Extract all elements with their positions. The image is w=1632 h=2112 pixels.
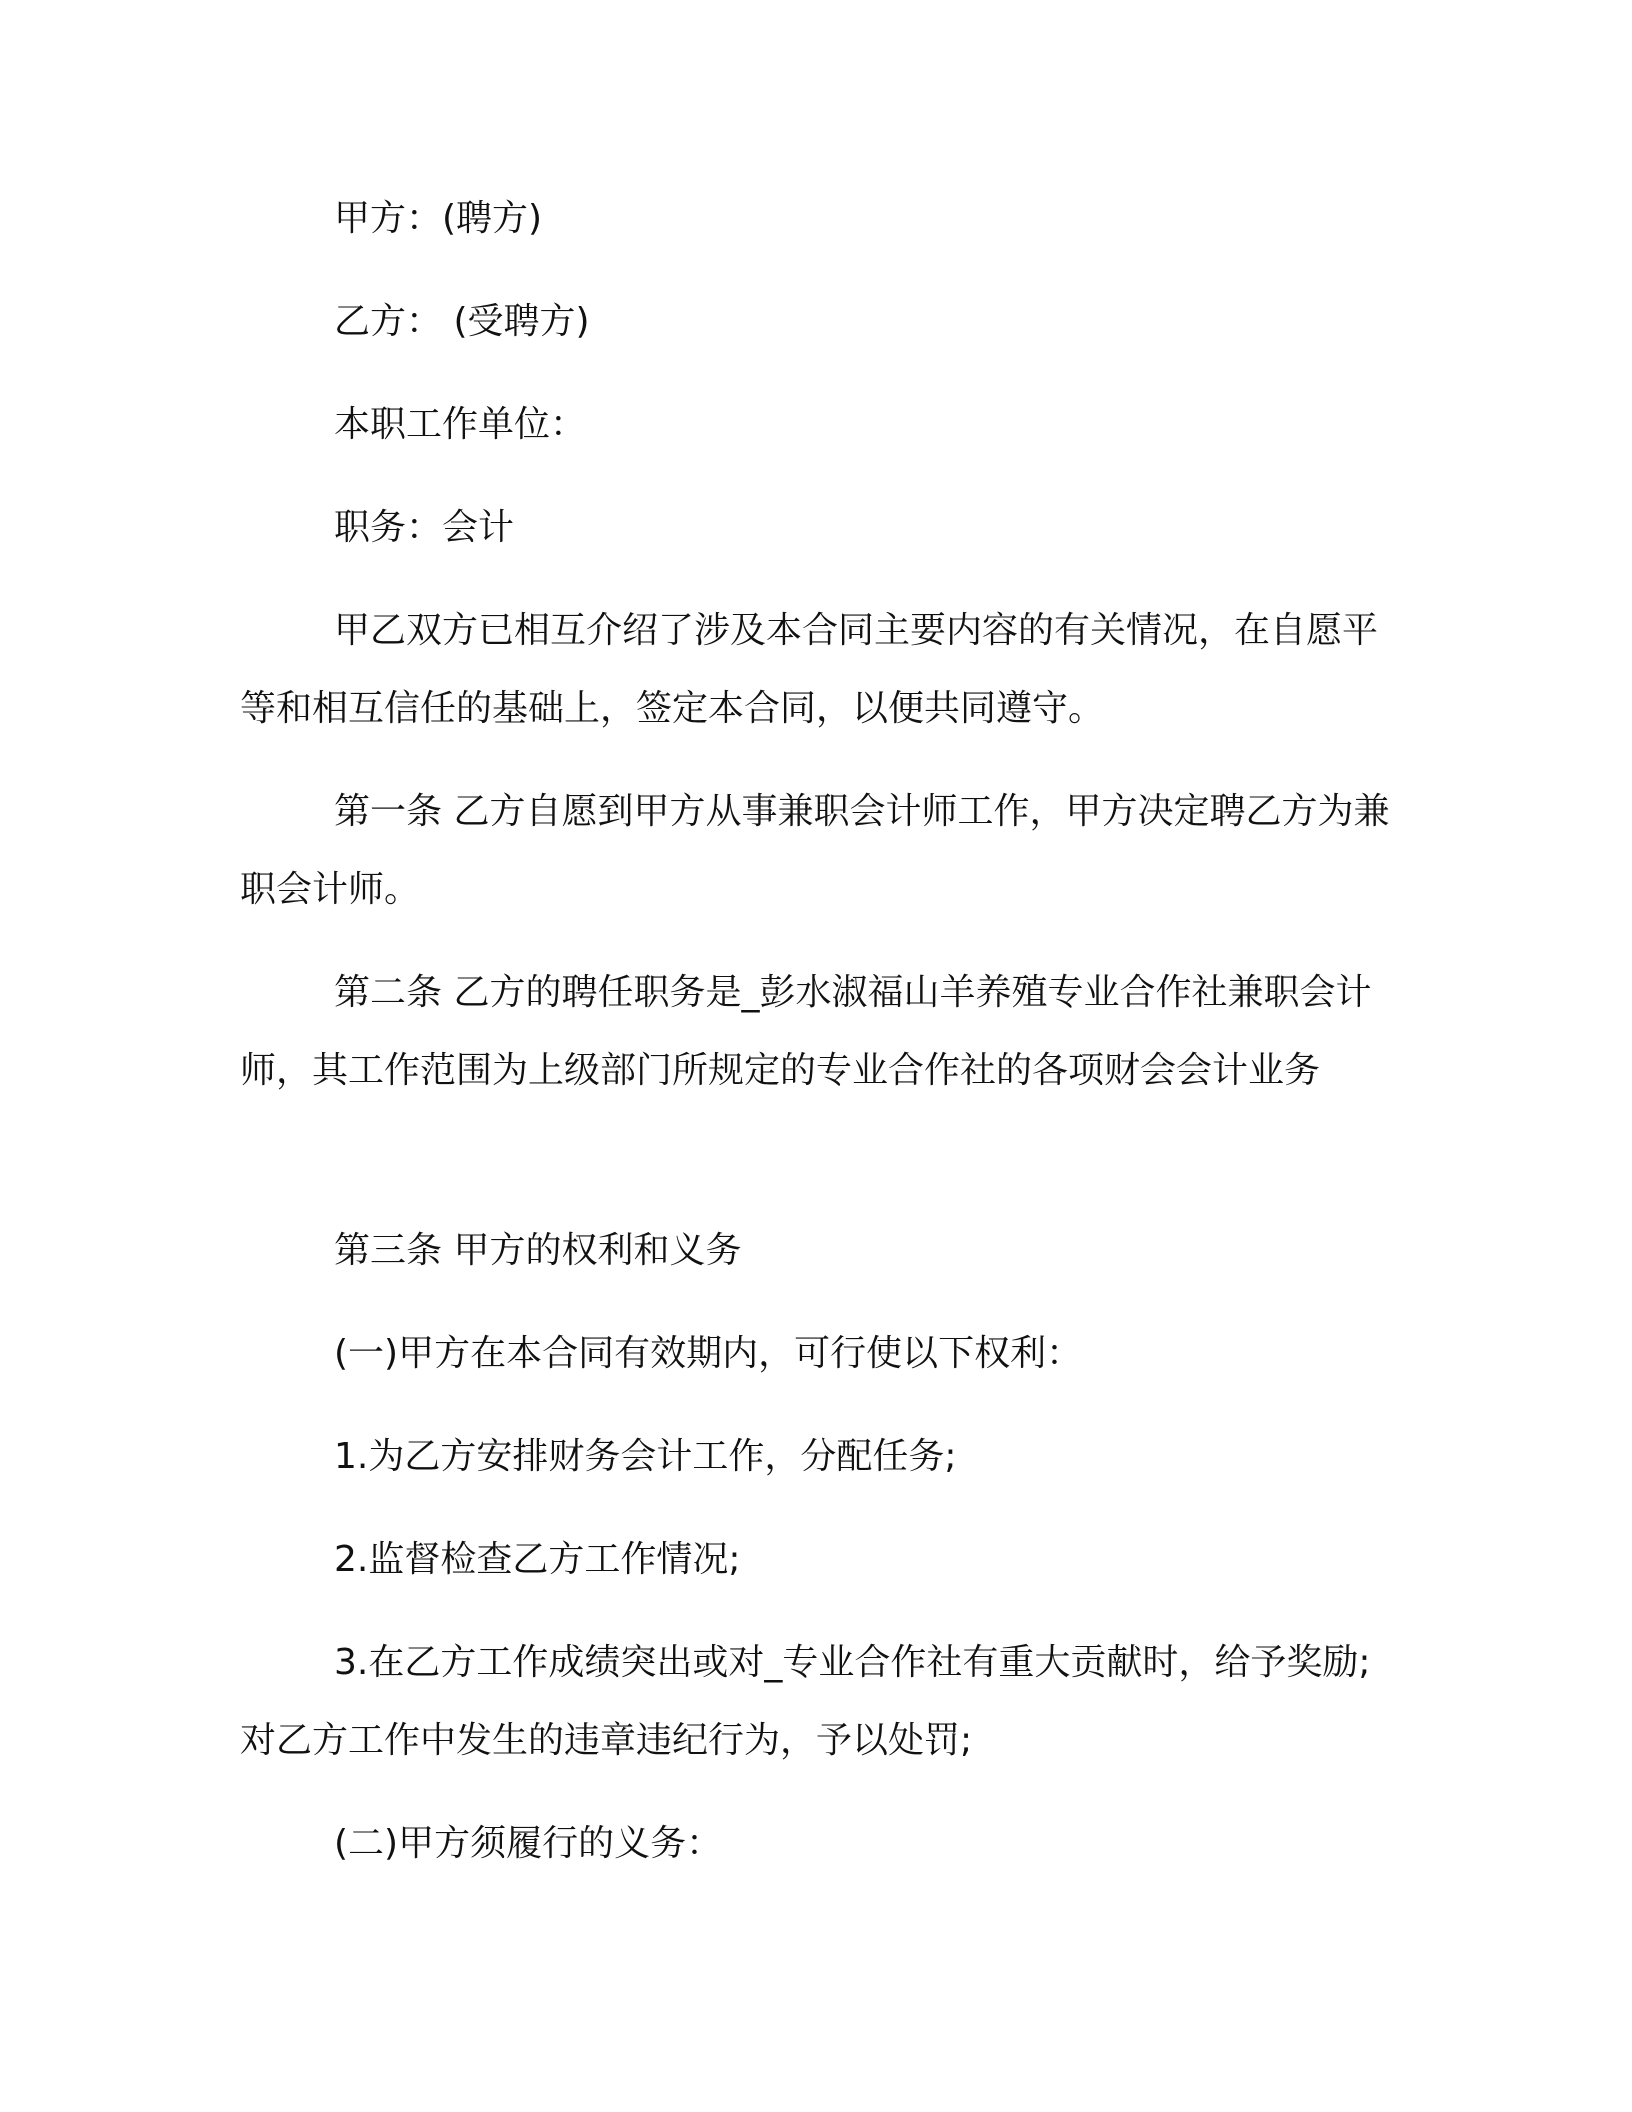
article-1-paragraph: 第一条 乙方自愿到甲方从事兼职会计师工作，甲方决定聘乙方为兼职会计师。	[240, 791, 1390, 910]
article-2-paragraph: 第二条 乙方的聘任职务是_彭水淑福山羊养殖专业合作社兼职会计师，其工作范围为上级部门所规定的专业合作社的各项财会会计业务	[240, 972, 1372, 1091]
article-3-heading: 第三条 甲方的权利和义务	[334, 1230, 742, 1271]
party-a-line: 甲方：(聘方)	[334, 198, 543, 239]
preamble-paragraph: 甲乙双方已相互介绍了涉及本合同主要内容的有关情况，在自愿平等和相互信任的基础上，签定本合同，以便共同遵守。	[240, 610, 1379, 729]
obligations-heading: (二)甲方须履行的义务：	[334, 1823, 723, 1864]
right-item-3: 3.在乙方工作成绩突出或对_专业合作社有重大贡献时，给予奖励;对乙方工作中发生的违章违纪行为，予以处罚;	[240, 1642, 1371, 1761]
employer-unit-line: 本职工作单位：	[334, 404, 587, 445]
right-item-2: 2.监督检查乙方工作情况;	[334, 1539, 741, 1580]
right-item-1: 1.为乙方安排财务会计工作，分配任务;	[334, 1436, 957, 1477]
rights-heading: (一)甲方在本合同有效期内，可行使以下权利：	[334, 1333, 1083, 1374]
party-b-line: 乙方： (受聘方)	[334, 301, 590, 342]
position-line: 职务：会计	[334, 507, 515, 548]
